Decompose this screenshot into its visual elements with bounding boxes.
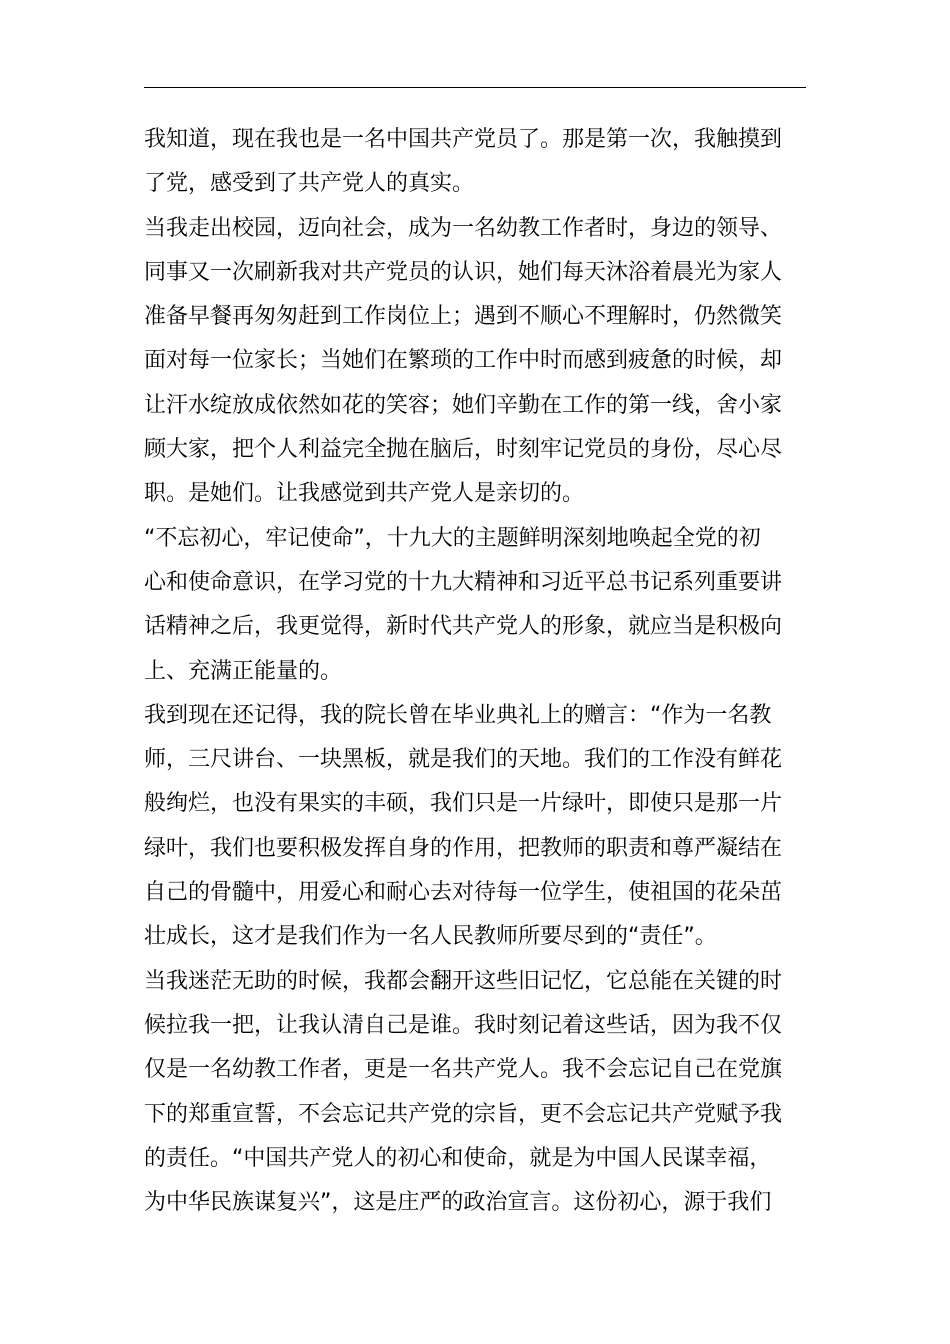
text-line: 上、充满正能量的。 <box>144 658 343 684</box>
text-line: 当我走出校园，迈向社会，成为一名幼教工作者时，身边的领导、 <box>144 215 783 241</box>
text-line: “不忘初心，牢记使命”，十九大的主题鲜明深刻地唤起全党的初 <box>144 525 761 551</box>
text-line: 壮成长，这才是我们作为一名人民教师所要尽到的“责任”。 <box>144 924 717 950</box>
text-line: 当我迷茫无助的时候，我都会翻开这些旧记忆，它总能在关键的时 <box>144 968 783 994</box>
text-line: 我到现在还记得，我的院长曾在毕业典礼上的赠言：“作为一名教 <box>144 702 772 728</box>
text-line: 下的郑重宣誓，不会忘记共产党的宗旨，更不会忘记共产党赋予我 <box>144 1101 783 1127</box>
text-line: 的责任。“中国共产党人的初心和使命，就是为中国人民谋幸福， <box>144 1145 772 1171</box>
text-line: 候拉我一把，让我认清自己是谁。我时刻记着这些话，因为我不仅 <box>144 1012 783 1038</box>
text-line: 我知道，现在我也是一名中国共产党员了。那是第一次，我触摸到 <box>144 127 783 152</box>
text-line: 了党，感受到了共产党人的真实。 <box>144 171 475 197</box>
text-line: 话精神之后，我更觉得，新时代共产党人的形象，就应当是积极向 <box>144 614 783 640</box>
header-divider <box>144 87 806 88</box>
text-line: 为中华民族谋复兴”，这是庄严的政治宣言。这份初心，源于我们 <box>144 1190 772 1216</box>
text-line: 自己的骨髓中，用爱心和耐心去对待每一位学生，使祖国的花朵茁 <box>144 880 783 906</box>
text-line: 让汗水绽放成依然如花的笑容；她们辛勤在工作的第一线，舍小家 <box>144 392 783 418</box>
text-line: 绿叶，我们也要积极发挥自身的作用，把教师的职责和尊严凝结在 <box>144 835 783 861</box>
text-line: 顾大家，把个人利益完全抛在脑后，时刻牢记党员的身份，尽心尽 <box>144 437 783 463</box>
text-line: 准备早餐再匆匆赶到工作岗位上；遇到不顺心不理解时，仍然微笑 <box>144 304 783 330</box>
text-line: 同事又一次刷新我对共产党员的认识，她们每天沐浴着晨光为家人 <box>144 259 783 285</box>
text-line: 师，三尺讲台、一块黑板，就是我们的天地。我们的工作没有鲜花 <box>144 747 783 773</box>
text-line: 心和使命意识，在学习党的十九大精神和习近平总书记系列重要讲 <box>144 569 783 595</box>
document-body <box>144 118 806 1225</box>
text-line: 面对每一位家长；当她们在繁琐的工作中时而感到疲惫的时候，却 <box>144 348 783 374</box>
text-line: 仅是一名幼教工作者，更是一名共产党人。我不会忘记自己在党旗 <box>144 1057 783 1083</box>
text-line: 般绚烂，也没有果实的丰硕，我们只是一片绿叶，即使只是那一片 <box>144 791 783 817</box>
text-line: 职。是她们。让我感觉到共产党人是亲切的。 <box>144 481 585 507</box>
